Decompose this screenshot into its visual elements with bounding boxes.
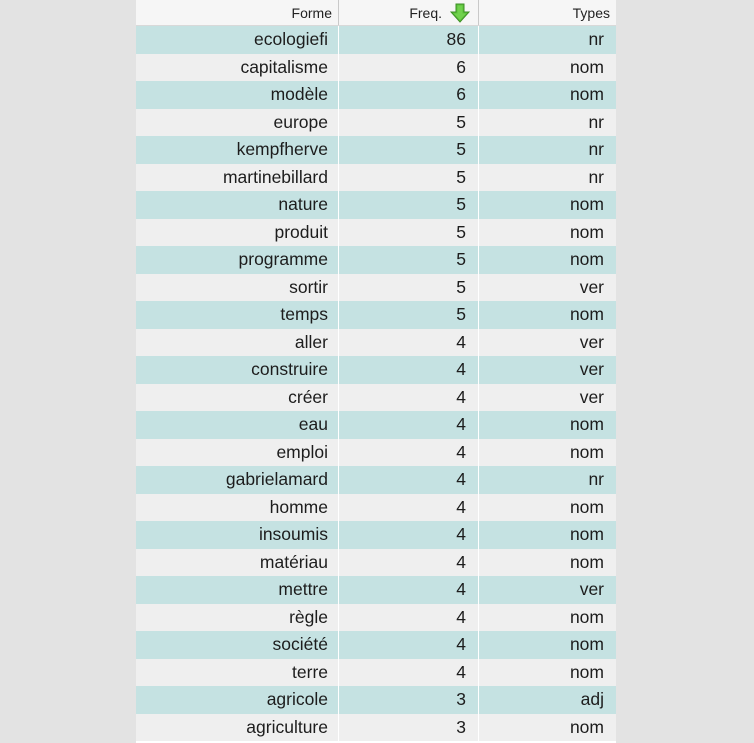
table-row[interactable] [136, 384, 616, 412]
cell-forme: eau [136, 411, 339, 439]
cell-freq: 5 [339, 164, 479, 192]
cell-forme: nature [136, 191, 339, 219]
cell-type: nom [569, 716, 604, 737]
cell-type: nom [569, 524, 604, 545]
cell-type: nr [588, 469, 604, 490]
cell-forme: temps [136, 301, 339, 329]
cell-forme: matériau [136, 549, 339, 577]
cell-freq: 5 [339, 109, 479, 137]
cell-freq: 6 [339, 81, 479, 109]
cell-forme: aller [136, 329, 339, 357]
table-row[interactable] [136, 219, 616, 247]
cell-forme: homme [136, 494, 339, 522]
cell-freq: 5 [339, 274, 479, 302]
cell-freq: 4 [339, 466, 479, 494]
table-row[interactable] [136, 494, 616, 522]
table-row[interactable] [136, 136, 616, 164]
table-row[interactable] [136, 164, 616, 192]
cell-forme: emploi [136, 439, 339, 467]
cell-forme: produit [136, 219, 339, 247]
cell-type: ver [579, 331, 604, 352]
table-row[interactable] [136, 521, 616, 549]
column-header-types[interactable] [479, 0, 616, 25]
cell-forme: créer [136, 384, 339, 412]
cell-type: ver [579, 359, 604, 380]
table-row[interactable] [136, 246, 616, 274]
cell-type: nom [569, 304, 604, 325]
column-header-freq-label: Freq. [409, 4, 442, 21]
cell-freq: 4 [339, 631, 479, 659]
cell-forme: gabrielamard [136, 466, 339, 494]
cell-forme: agricole [136, 686, 339, 714]
cell-freq: 3 [339, 686, 479, 714]
column-header-freq[interactable] [339, 0, 479, 25]
table-row[interactable] [136, 439, 616, 467]
column-header-forme[interactable] [136, 0, 339, 25]
cell-freq: 4 [339, 604, 479, 632]
cell-type: nom [569, 249, 604, 270]
table-row[interactable] [136, 549, 616, 577]
cell-type: nr [588, 111, 604, 132]
cell-type: nom [569, 84, 604, 105]
cell-type: nom [569, 441, 604, 462]
cell-type: nom [569, 56, 604, 77]
cell-forme: agriculture [136, 714, 339, 742]
cell-forme: terre [136, 659, 339, 687]
table-row[interactable] [136, 54, 616, 82]
table-row[interactable] [136, 714, 616, 742]
cell-freq: 4 [339, 659, 479, 687]
cell-type: ver [579, 579, 604, 600]
table-body [136, 26, 616, 741]
table-row[interactable] [136, 191, 616, 219]
cell-forme: martinebillard [136, 164, 339, 192]
table-row[interactable] [136, 274, 616, 302]
table-row[interactable] [136, 26, 616, 54]
cell-freq: 4 [339, 576, 479, 604]
cell-freq: 5 [339, 246, 479, 274]
cell-forme: mettre [136, 576, 339, 604]
cell-type: nom [569, 606, 604, 627]
cell-forme: sortir [136, 274, 339, 302]
frequency-table [136, 0, 616, 743]
cell-type: nom [569, 194, 604, 215]
cell-forme: construire [136, 356, 339, 384]
cell-forme: société [136, 631, 339, 659]
table-row[interactable] [136, 686, 616, 714]
column-header-types-label: Types [572, 4, 610, 21]
table-header [136, 0, 616, 26]
cell-freq: 4 [339, 384, 479, 412]
table-row[interactable] [136, 576, 616, 604]
cell-freq: 3 [339, 714, 479, 742]
column-header-forme-label: Forme [291, 4, 332, 21]
cell-freq: 4 [339, 521, 479, 549]
cell-freq: 4 [339, 494, 479, 522]
cell-type: nom [569, 661, 604, 682]
cell-freq: 4 [339, 356, 479, 384]
cell-forme: programme [136, 246, 339, 274]
cell-type: nom [569, 496, 604, 517]
cell-forme: capitalisme [136, 54, 339, 82]
cell-forme: règle [136, 604, 339, 632]
table-row[interactable] [136, 81, 616, 109]
cell-type: nom [569, 551, 604, 572]
cell-freq: 5 [339, 191, 479, 219]
cell-freq: 4 [339, 411, 479, 439]
table-row[interactable] [136, 466, 616, 494]
cell-type: nr [588, 139, 604, 160]
table-row[interactable] [136, 659, 616, 687]
cell-type: ver [579, 386, 604, 407]
cell-freq: 4 [339, 439, 479, 467]
table-row[interactable] [136, 631, 616, 659]
table-row[interactable] [136, 411, 616, 439]
cell-freq: 5 [339, 219, 479, 247]
table-row[interactable] [136, 356, 616, 384]
cell-type: nom [569, 221, 604, 242]
cell-freq: 86 [339, 26, 479, 54]
table-row[interactable] [136, 329, 616, 357]
cell-type: nr [588, 166, 604, 187]
cell-type: ver [579, 276, 604, 297]
cell-freq: 4 [339, 549, 479, 577]
cell-type: nom [569, 634, 604, 655]
cell-type: adj [580, 689, 604, 710]
cell-freq: 4 [339, 329, 479, 357]
cell-freq: 5 [339, 301, 479, 329]
cell-forme: ecologiefi [136, 26, 339, 54]
cell-forme: insoumis [136, 521, 339, 549]
cell-forme: europe [136, 109, 339, 137]
cell-type: nr [588, 29, 604, 50]
cell-freq: 5 [339, 136, 479, 164]
table-row[interactable] [136, 604, 616, 632]
table-row[interactable] [136, 301, 616, 329]
table-row[interactable] [136, 109, 616, 137]
cell-forme: modèle [136, 81, 339, 109]
sort-descending-arrow-icon[interactable] [450, 3, 470, 23]
cell-type: nom [569, 414, 604, 435]
cell-forme: kempfherve [136, 136, 339, 164]
cell-freq: 6 [339, 54, 479, 82]
